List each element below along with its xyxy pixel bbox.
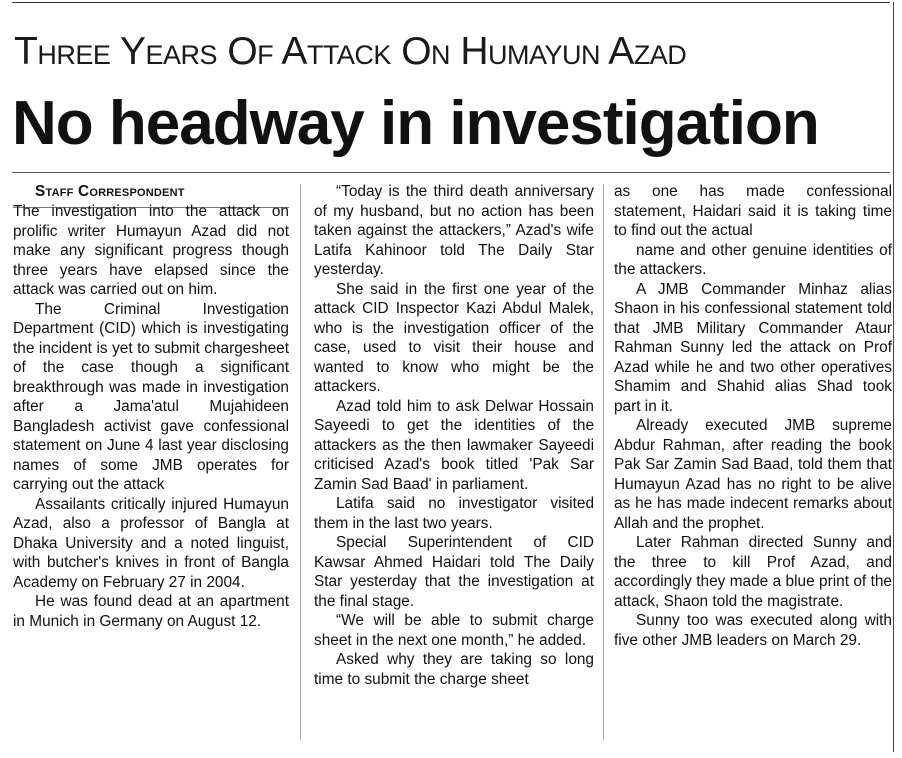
paragraph: Asked why they are taking so long time to submit the charge sheet [314,651,594,688]
paragraph: Latifa said no investigator visited them in the last two years. [314,495,594,532]
paragraph: Later Rahman directed Sunny and the three to kill Prof Azad, and accordingly they made a blue print of the attack, Shaon told the magistrate. [614,534,892,610]
paragraph: The investigation into the attack on prolific writer Humayun Azad did not make any significant progress though three years have elapsed since the attack was carried out on him. [13,203,289,298]
paragraph: name and other genuine identities of the attackers. [614,241,892,278]
paragraph: The Criminal Investigation Department (CID) which is investigating the incident is yet to submit chargesheet of the case though a significant breakthrough was made in investigation after a Jama'atul Mujahideen Bangladesh activist gave confessional statement on June 4 last year disclosing names of some JMB operates for carrying out the attack [13,300,289,493]
main-headline: No headway in investigation [12,89,819,158]
column-divider [603,184,604,740]
paragraph: He was found dead at an apartment in Munich in Germany on August 12. [13,593,289,630]
paragraph: Special Superintendent of CID Kawsar Ahmed Haidari told The Daily Star yesterday that the investigation at the final stage. [314,534,594,610]
article-column-1 [13,182,289,631]
right-border-rule [893,2,894,752]
paragraph: Already executed JMB supreme Abdur Rahman, after reading the book Pak Sar Zamin Sad Baad, told them that Humayun Azad has no right to be alive as he has made indecent remarks about Allah and the prophet. [614,417,892,532]
article-column-2 [314,182,594,689]
headline-divider [12,172,890,173]
paragraph: A JMB Commander Minhaz alias Shaon in his confessional statement told that JMB Military Commander Ataur Rahman Sunny led the attack on Prof Azad while he and two other operatives Shamim and Shahid alias Shad took part in it. [614,280,892,415]
paragraph: Assailants critically injured Humayun Azad, also a professor of Bangla at Dhaka University and a noted linguist, with butcher's knives in front of Bangla Academy on February 27 in 2004. [13,495,289,591]
paragraph: “Today is the third death anniversary of my husband, but no action has been taken against the attackers,” Azad's wife Latifa Kahinoor told The Daily Star yesterday. [314,183,594,278]
column-divider [300,184,301,740]
paragraph: Azad told him to ask Delwar Hossain Sayeedi to get the identities of the attackers as the then lawmaker Sayeedi criticised Azad's book titled 'Pak Sar Zamin Sad Baad' in parliament. [314,397,594,493]
byline: Staff Correspondent [35,183,185,200]
kicker-headline: Three Years Of Attack On Humayun Azad [14,30,687,73]
paragraph: Sunny too was executed along with five other JMB leaders on March 29. [614,612,892,649]
top-rule [12,2,890,3]
article-column-3 [614,182,892,650]
paragraph: “We will be able to submit charge sheet in the next one month,” he added. [314,612,594,649]
paragraph: as one has made confessional statement, Haidari said it is taking time to find out the actual [614,183,892,239]
paragraph: She said in the first one year of the attack CID Inspector Kazi Abdul Malek, who is the investigation officer of the case, used to visit their house and wanted to know who might be the attackers. [314,280,594,395]
